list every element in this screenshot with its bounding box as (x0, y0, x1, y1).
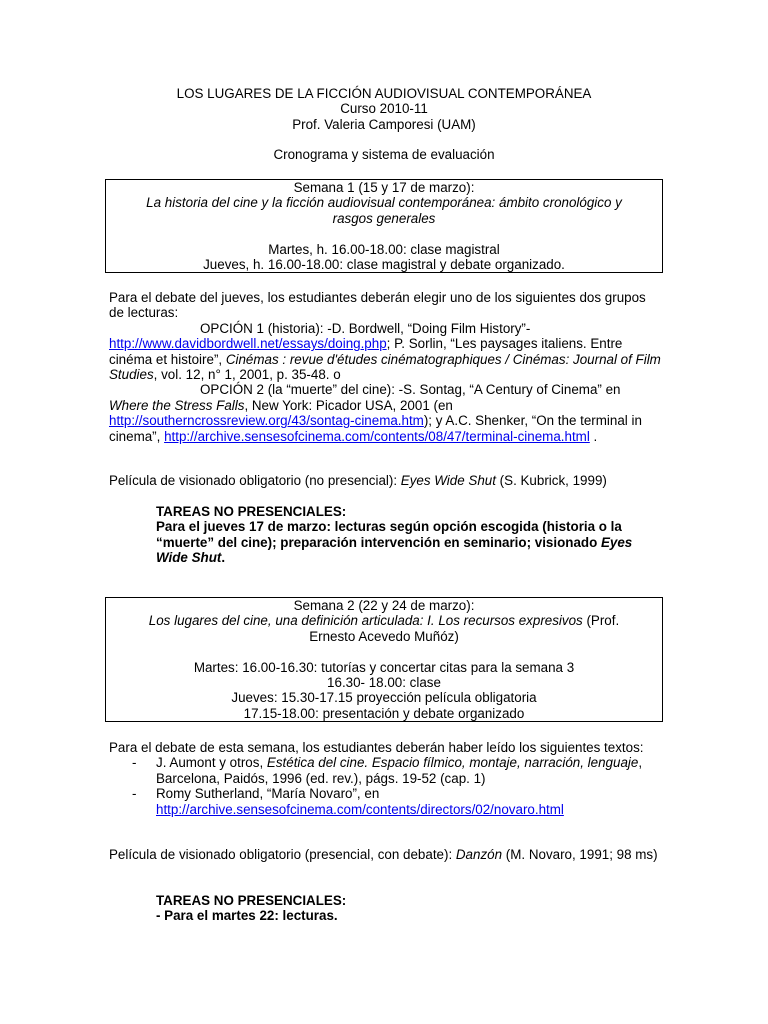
list-item: - J. Aumont y otros, Estética del cine. Espacio fílmico, montaje, narración, lenguaje, Barcelona, Paidós, 1996 (ed. rev.), págs. 19-52 (cap. 1) (132, 755, 643, 786)
week2-heading: Semana 2 (22 y 24 de marzo): (293, 598, 475, 613)
film1-title: Eyes Wide Shut (400, 473, 496, 488)
week2-topic: Los lugares del cine, una definición articulada: I. Los recursos expresivos (148, 613, 583, 629)
novaro-link[interactable]: http://archive.sensesofcinema.com/contents/directors/02/novaro.html (156, 801, 564, 817)
week1-session-1: Martes, h. 16.00-18.00: clase magistral (268, 241, 500, 257)
aumont-book-title: Estética del cine. Espacio fílmico, montaje, narración, lenguaje (266, 755, 639, 771)
week2-box (105, 597, 663, 722)
readings2-list (109, 755, 661, 817)
readings1-intro: Para el debate del jueves, los estudiantes deberán elegir uno de los siguientes dos grupos de lecturas: (109, 290, 646, 321)
tasks1-heading: TAREAS NO PRESENCIALES: (156, 504, 347, 519)
tasks2-body: - Para el martes 22: lecturas. (156, 908, 338, 924)
week2-session-2: 16.30- 18.00: clase (327, 675, 441, 691)
readings2-intro: Para el debate de esta semana, los estudiantes deberán haber leído los siguientes textos: (109, 740, 644, 755)
course-title: LOS LUGARES DE LA FICCIÓN AUDIOVISUAL CONTEMPORÁNEA (176, 86, 592, 101)
option1-entry: OPCIÓN 1 (historia): -D. Bordwell, “Doing Film History”-http://www.davidbordwell.net/essays/doing.php; P. Sorlin, “Les paysages italiens. Entre cinéma et histoire”, Cinémas : revue d'études cinématographiques / Cinémas: Journal of Film Studies, vol. 12, n° 1, 2001, p. 35-48. o (109, 320, 661, 383)
sontag-link[interactable]: http://southerncrossreview.org/43/sontag-cinema.htm (109, 413, 424, 429)
list-item: - Romy Sutherland, “María Novaro”, en http://archive.sensesofcinema.com/contents/directors/02/novaro.html (132, 786, 564, 817)
sontag-book-title: Where the Stress Falls (109, 397, 245, 413)
course-year: Curso 2010-11 (340, 101, 428, 117)
tasks1-body: Para el jueves 17 de marzo: lecturas según opción escogida (historia o la “muerte” del cine); preparación intervención en seminario; visionado Eyes Wide Shut. (156, 519, 633, 566)
readings1-section (109, 290, 661, 444)
film1-line: Película de visionado obligatorio (no presencial): Eyes Wide Shut (S. Kubrick, 1999) (109, 473, 607, 488)
week1-session-2: Jueves, h. 16.00-18.00: clase magistral y debate organizado. (203, 257, 565, 273)
tasks1-section (156, 504, 666, 566)
tasks2-section (156, 893, 666, 924)
bordwell-link[interactable]: http://www.davidbordwell.net/essays/doing.php (109, 336, 387, 352)
readings2-section (109, 740, 661, 817)
document-header (105, 86, 663, 163)
week1-heading: Semana 1 (15 y 17 de marzo): (293, 180, 475, 195)
film2-title: Danzón (455, 847, 503, 862)
week2-session-3: Jueves: 15.30-17.15 proyección película obligatoria (231, 690, 537, 706)
week2-session-1: Martes: 16.00-16.30: tutorías y concertar citas para la semana 3 (193, 659, 575, 675)
shenker-link[interactable]: http://archive.sensesofcinema.com/contents/08/47/terminal-cinema.html (164, 428, 590, 444)
tasks2-heading: TAREAS NO PRESENCIALES: (156, 893, 347, 908)
cinemas-journal-title: Cinémas : revue d'études cinématographiques / Cinémas: Journal of Film Studies (109, 351, 661, 383)
week2-session-4: 17.15-18.00: presentación y debate organizado (243, 705, 525, 721)
tasks1-film: Eyes Wide Shut (156, 534, 633, 566)
week1-box (105, 179, 663, 273)
week2-guest: (Prof. Ernesto Acevedo Muñóz) (309, 613, 620, 644)
film2-line: Película de visionado obligatorio (presencial, con debate): Danzón (M. Novaro, 1991; 98 ms) (109, 847, 658, 862)
professor-name: Prof. Valeria Camporesi (UAM) (292, 116, 476, 132)
week1-topic: La historia del cine y la ficción audiovisual contemporánea: ámbito cronológico y rasgos generales (146, 195, 622, 226)
option2-entry: OPCIÓN 2 (la “muerte” del cine): -S. Sontag, “A Century of Cinema” en Where the Stress Falls, New York: Picador USA, 2001 (en http://southerncrossreview.org/43/sontag-cinema.htm); y A.C. Shenker, “On the terminal in cinema”, http://archive.sensesofcinema.com/contents/08/47/terminal-cinema.html . (109, 382, 642, 444)
document-subtitle: Cronograma y sistema de evaluación (273, 147, 495, 163)
